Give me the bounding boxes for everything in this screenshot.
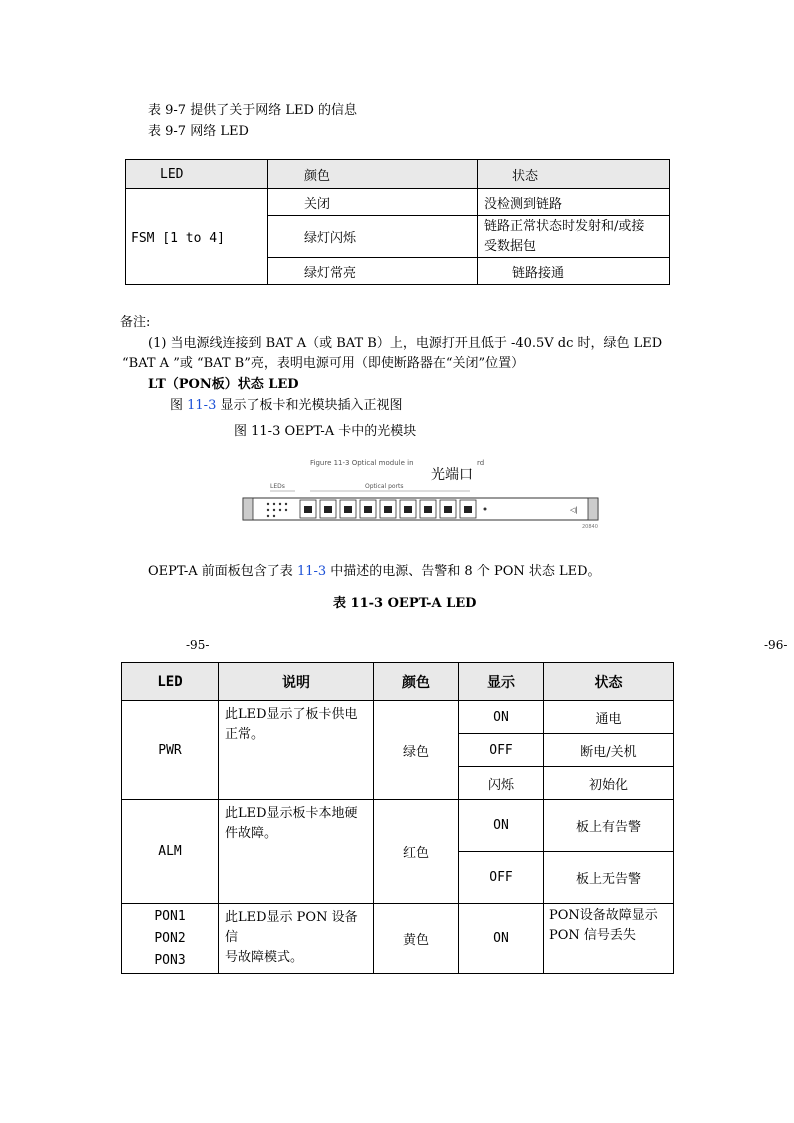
notes-title: 备注: (120, 315, 151, 330)
display-cell: ON (459, 904, 544, 974)
description-line: 件故障。 (225, 826, 278, 841)
figure-title-tail: rd (477, 459, 485, 467)
figure-reference (170, 394, 403, 413)
display-cell: 闪烁 (459, 767, 544, 800)
status-cell: 通电 (544, 701, 674, 734)
description-line: 此LED显示板卡本地硬 (225, 806, 358, 821)
status-cell: 链路接通 (478, 258, 670, 285)
figure-id: 20840 (582, 524, 598, 530)
figure-ref-suffix: 显示了板卡和光模块插入正视图 (216, 398, 403, 413)
note-line-1: (1) 当电源线连接到 BAT A（或 BAT B）上，电源打开且低于 -40.5V dc 时，绿色 LED (148, 336, 663, 351)
status-cell (544, 904, 674, 974)
description-cell (219, 904, 374, 974)
display-cell: ON (459, 701, 544, 734)
description-line: 正常。 (225, 727, 265, 742)
led-name: PON3 (154, 952, 186, 968)
display-cell: ON (459, 800, 544, 852)
page-number-right: -96- (764, 638, 788, 652)
table-9-7-caption: 表 9-7 网络 LED (148, 124, 249, 139)
table-header-row (122, 663, 674, 701)
svg-text:◁|: ◁| (570, 506, 578, 514)
col-header-status: 状态 (478, 160, 670, 189)
led-name: PON2 (154, 930, 186, 946)
description-line: 此LED显示了板卡供电 (225, 707, 358, 722)
col-header-color: 颜色 (374, 663, 459, 701)
led-cell-fsm: FSM [1 to 4] (126, 189, 268, 285)
status-line: PON 信号丢失 (549, 928, 636, 943)
figure-title (310, 459, 414, 467)
intro-line-1: 表 9-7 提供了关于网络 LED 的信息 (148, 103, 358, 118)
network-led-table (125, 159, 670, 285)
color-cell: 红色 (374, 800, 459, 904)
led-cell-pon (122, 904, 219, 974)
col-header-display: 显示 (459, 663, 544, 701)
table-row (122, 800, 674, 852)
status-line: 链路正常状态时发射和/或接 (484, 218, 645, 234)
description-cell (219, 800, 374, 904)
col-header-description: 说明 (219, 663, 374, 701)
status-cell: 初始化 (544, 767, 674, 800)
description-cell (219, 701, 374, 800)
figure-ref-prefix: 图 (170, 398, 188, 413)
description-line (148, 560, 601, 579)
status-cell (478, 216, 670, 258)
status-cell: 板上无告警 (544, 852, 674, 904)
color-cell: 关闭 (268, 189, 478, 216)
col-header-color: 颜色 (268, 160, 478, 189)
figure-caption: 图 11-3 OEPT-A 卡中的光模块 (234, 424, 417, 439)
table-link[interactable]: 11-3 (296, 564, 327, 579)
ports-label: Optical ports (365, 483, 404, 490)
description-line: 号故障模式。 (225, 950, 304, 965)
status-cell: 没检测到链路 (478, 189, 670, 216)
table-11-3-caption: 表 11-3 OEPT-A LED (333, 596, 477, 611)
desc-prefix: OEPT-A 前面板包含了表 (148, 564, 297, 579)
col-header-led: LED (126, 160, 268, 189)
led-cell-pwr: PWR (122, 701, 219, 800)
color-cell: 绿色 (374, 701, 459, 800)
figure-title-text: Figure 11-3 Optical module in (310, 459, 414, 467)
optical-module-diagram (240, 478, 610, 530)
led-name: PON1 (154, 908, 186, 924)
table-row (122, 904, 674, 974)
optical-port-label: 光端口 (429, 464, 475, 484)
page-number-left: -95- (186, 638, 210, 652)
status-line: 受数据包 (484, 238, 537, 254)
oept-led-table (121, 662, 674, 974)
status-cell: 板上有告警 (544, 800, 674, 852)
description-line: 此LED显示 PON 设备信 (225, 910, 358, 945)
color-cell: 绿灯常亮 (268, 258, 478, 285)
col-header-status: 状态 (544, 663, 674, 701)
color-cell: 绿灯闪烁 (268, 216, 478, 258)
status-line: PON设备故障显示 (549, 908, 658, 923)
figure-link[interactable]: 11-3 (187, 398, 217, 413)
table-header-row (126, 160, 670, 189)
color-cell: 黄色 (374, 904, 459, 974)
table-row (122, 701, 674, 734)
display-cell: OFF (459, 734, 544, 767)
status-cell: 断电/关机 (544, 734, 674, 767)
leds-label: LEDs (270, 483, 285, 490)
led-cell-alm: ALM (122, 800, 219, 904)
desc-suffix: 中描述的电源、告警和 8 个 PON 状态 LED。 (326, 564, 601, 579)
section-heading: LT（PON板）状态 LED (148, 377, 299, 392)
table-row (126, 189, 670, 216)
note-line-2: “BAT A ”或 “BAT B”亮，表明电源可用（即使断路器在“关闭”位置） (122, 356, 525, 371)
col-header-led: LED (122, 663, 219, 701)
display-cell: OFF (459, 852, 544, 904)
